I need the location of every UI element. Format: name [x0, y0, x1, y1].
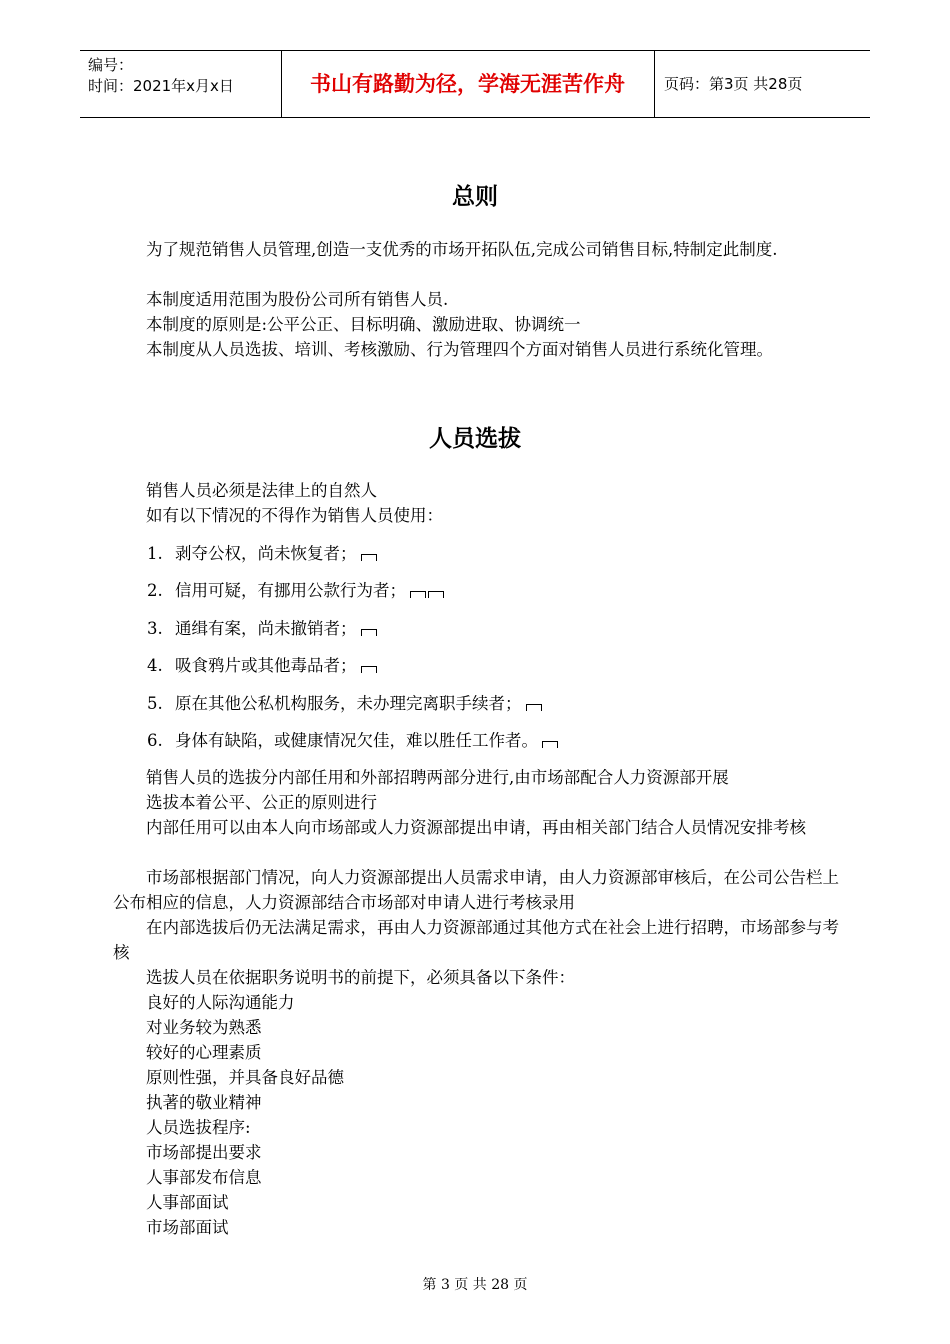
serial-number-label: 编号： [88, 56, 134, 74]
list-item [147, 653, 377, 678]
paragraph: 本制度从人员选拔、培训、考核激励、行为管理四个方面对销售人员进行系统化管理。 [146, 340, 773, 359]
paragraph: 为了规范销售人员管理,创造一支优秀的市场开拓队伍,完成公司销售目标,特制定此制度. [146, 240, 778, 259]
paragraph-mark-icon [428, 591, 444, 598]
paragraph-mark-icon [361, 666, 377, 673]
paragraph: 选拔人员在依据职务说明书的前提下，必须具备以下条件： [146, 968, 575, 987]
list-number: 6. [147, 731, 163, 750]
condition-item: 原则性强，并具备良好品德 [146, 1068, 344, 1087]
time-label: 时间：2021年x月x日 [88, 77, 234, 95]
header-meta [88, 55, 234, 97]
paragraph-mark-icon [526, 704, 542, 711]
paragraph: 在内部选拔后仍无法满足需求，再由人力资源部通过其他方式在社会上进行招聘，市场部参与考核 [113, 918, 839, 962]
procedure-step: 人事部发布信息 [146, 1168, 262, 1187]
list-text: 吸食鸦片或其他毒品者； [175, 656, 357, 675]
header-page-number: 页码：第3页 共28页 [664, 75, 803, 93]
condition-item: 良好的人际沟通能力 [146, 993, 295, 1012]
procedure-step: 市场部提出要求 [146, 1143, 262, 1162]
header-divider [654, 51, 655, 117]
list-text: 身体有缺陷，或健康情况欠佳，难以胜任工作者。 [175, 731, 538, 750]
list-number: 2. [147, 581, 163, 600]
section-title-selection: 人员选拔 [429, 426, 521, 452]
procedure-step: 人事部面试 [146, 1193, 229, 1212]
paragraph: 本制度的原则是:公平公正、目标明确、激励进取、协调统一 [146, 315, 581, 334]
condition-item: 对业务较为熟悉 [146, 1018, 262, 1037]
list-item [147, 728, 558, 753]
paragraph: 人员选拔程序: [146, 1118, 251, 1137]
paragraph: 销售人员的选拔分内部任用和外部招聘两部分进行,由市场部配合人力资源部开展 [146, 768, 729, 787]
list-text: 信用可疑，有挪用公款行为者； [175, 581, 406, 600]
paragraph: 销售人员必须是法律上的自然人 [146, 481, 377, 500]
list-item [147, 541, 377, 566]
paragraph-mark-icon [410, 591, 426, 598]
list-number: 4. [147, 656, 163, 675]
paragraph: 本制度适用范围为股份公司所有销售人员. [146, 290, 449, 309]
header-motto: 书山有路勤为径，学海无涯苦作舟 [310, 72, 625, 96]
list-number: 5. [147, 694, 163, 713]
paragraph: 如有以下情况的不得作为销售人员使用： [146, 506, 443, 525]
condition-item: 执著的敬业精神 [146, 1093, 262, 1112]
paragraph-mark-icon [361, 554, 377, 561]
paragraph: 内部任用可以由本人向市场部或人力资源部提出申请，再由相关部门结合人员情况安排考核 [146, 818, 806, 837]
list-number: 3. [147, 619, 163, 638]
list-item [147, 691, 542, 716]
list-item [147, 578, 444, 603]
condition-item: 较好的心理素质 [146, 1043, 262, 1062]
paragraph: 市场部根据部门情况，向人力资源部提出人员需求申请，由人力资源部审核后，在公司公告栏上公布相应的信息，人力资源部结合市场部对申请人进行考核录用 [113, 868, 839, 912]
list-item [147, 616, 377, 641]
list-text: 剥夺公权，尚未恢复者； [175, 544, 357, 563]
list-number: 1. [147, 544, 163, 563]
page-header [80, 50, 870, 118]
paragraph-mark-icon [542, 741, 558, 748]
list-text: 通缉有案，尚未撤销者； [175, 619, 357, 638]
paragraph-mark-icon [361, 629, 377, 636]
paragraph: 选拔本着公平、公正的原则进行 [146, 793, 377, 812]
list-text: 原在其他公私机构服务，未办理完离职手续者； [175, 694, 522, 713]
procedure-step: 市场部面试 [146, 1218, 229, 1237]
page-footer: 第 3 页 共 28 页 [422, 1277, 528, 1293]
section-title-general: 总则 [452, 184, 498, 210]
